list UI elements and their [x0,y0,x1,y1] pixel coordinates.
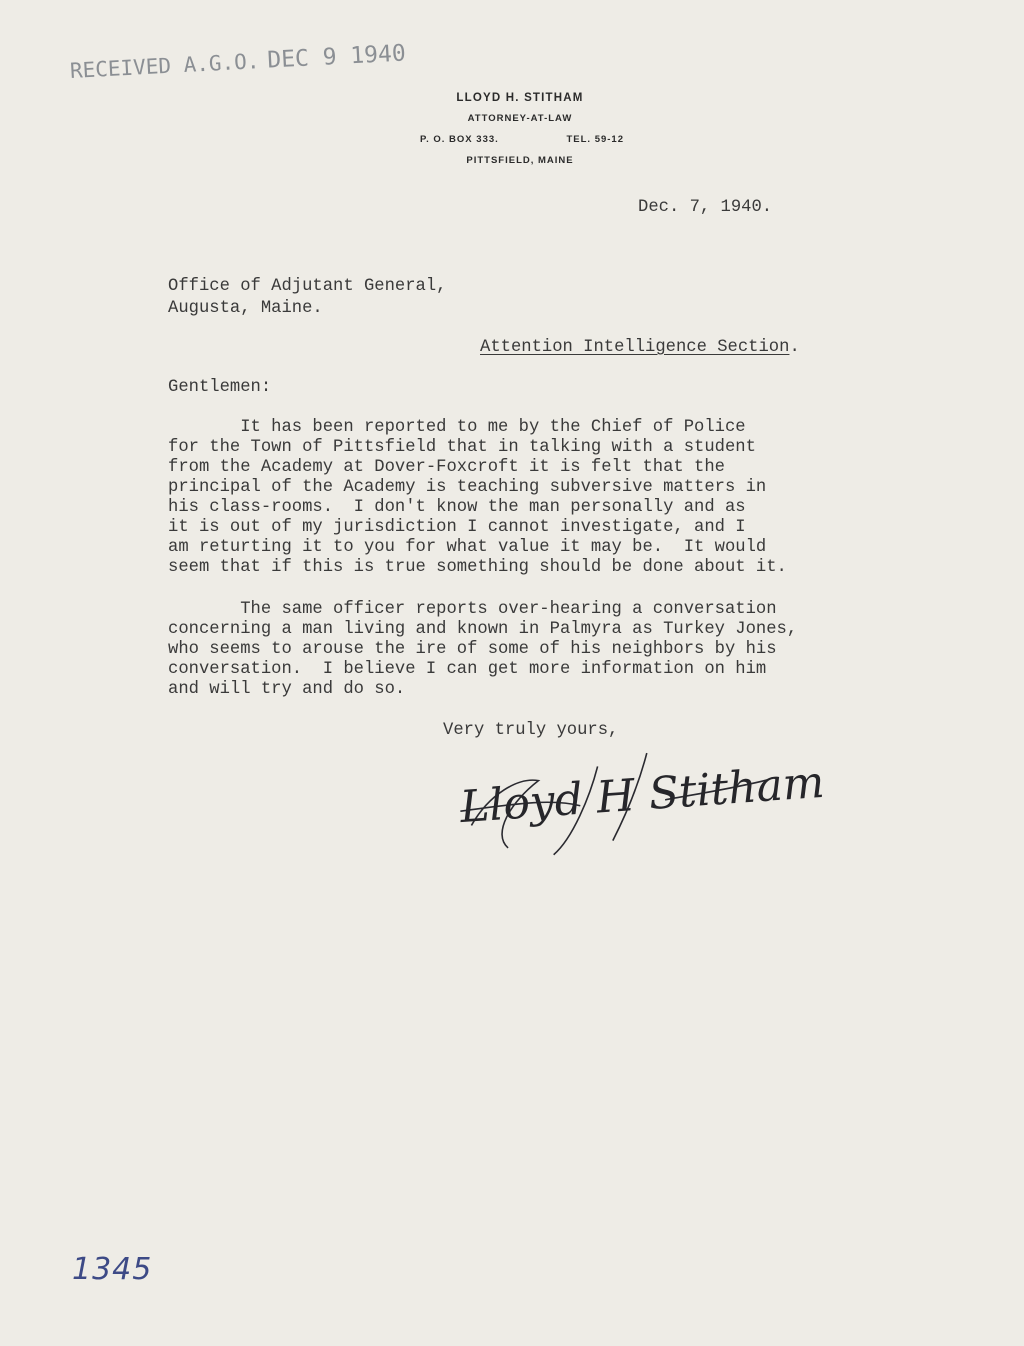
letterhead-tel: TEL. 59-12 [566,134,624,145]
stamp-text: RECEIVED A.G.O. [69,49,261,83]
paragraph-line: his class-rooms. I don't know the man personally and as [168,498,746,517]
signature-text: Lloyd H Stitham [458,756,827,834]
paragraph-line: concerning a man living and known in Palmyra as Turkey Jones, [168,620,798,639]
paragraph-line: seem that if this is true something should be done about it. [168,558,787,577]
stamp-date: DEC 9 1940 [266,40,407,74]
signature [447,733,827,866]
paragraph-line: It has been reported to me by the Chief of Police [168,418,746,437]
received-stamp [69,40,406,84]
letterhead-contact [410,134,630,145]
attention-period: . [789,338,800,357]
paragraph-line: principal of the Academy is teaching subversive matters in [168,478,767,497]
letterhead-city: PITTSFIELD, MAINE [466,155,574,166]
letterhead-title: ATTORNEY-AT-LAW [467,113,573,124]
attention-text: Attention Intelligence Section [480,338,790,357]
paragraph-line: who seems to arouse the ire of some of his neighbors by his [168,640,777,659]
archive-number: 1345 [72,1252,153,1287]
letterhead-name: LLOYD H. STITHAM [456,92,584,104]
paragraph-2 [168,600,797,700]
paragraph-line: The same officer reports over-hearing a conversation [168,600,777,619]
paragraph-line: am returting it to you for what value it may be. It would [168,538,767,557]
letterhead [410,92,630,176]
paragraph-1 [168,418,787,578]
recipient-line2: Augusta, Maine. [168,299,323,318]
paragraph-line: conversation. I believe I can get more information on him [168,660,767,679]
paragraph-line: for the Town of Pittsfield that in talking with a student [168,438,756,457]
paragraph-line: from the Academy at Dover-Foxcroft it is felt that the [168,458,725,477]
letter-date: Dec. 7, 1940. [638,198,773,217]
paragraph-line: and will try and do so. [168,680,406,699]
letterhead-box: P. O. BOX 333. [420,134,499,145]
salutation: Gentlemen: [168,378,272,397]
closing: Very truly yours, [443,721,619,740]
paragraph-line: it is out of my jurisdiction I cannot investigate, and I [168,518,746,537]
attention-line [480,338,800,358]
recipient-line1: Office of Adjutant General, [168,277,447,296]
